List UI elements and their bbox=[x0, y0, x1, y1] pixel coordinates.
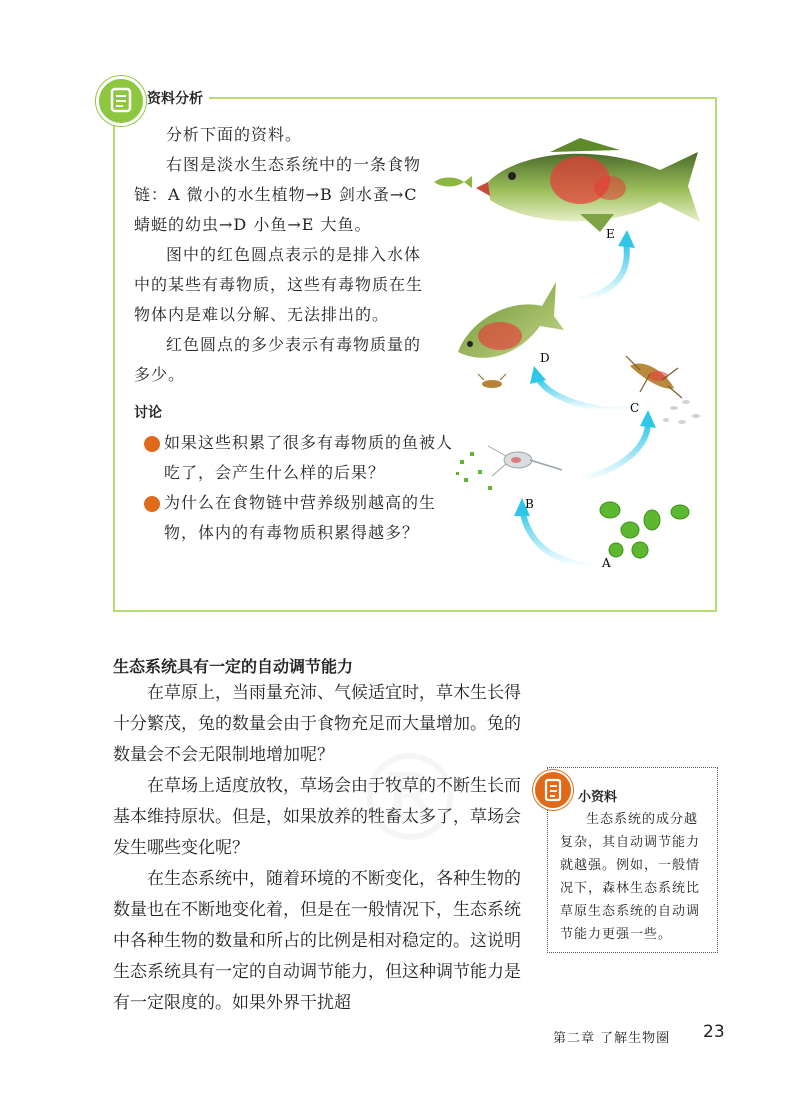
analysis-paragraph: 图中的红色圆点表示的是排入水体中的某些有毒物质，这些有毒物质在生物体内是难以分解、无法排出的。 bbox=[134, 245, 424, 324]
discussion-question bbox=[137, 428, 460, 488]
small-fish-d bbox=[458, 282, 564, 358]
body-paragraph: 在草原上，当雨量充沛、气候适宜时，草木生长得十分繁茂，兔的数量会由于食物充足而大量增加。兔的数量会不会无限制地增加呢？ bbox=[113, 683, 521, 765]
arrow-b-to-c bbox=[580, 422, 648, 480]
food-chain-illustration bbox=[430, 130, 720, 590]
notebook-icon bbox=[533, 770, 573, 810]
arrow-a-to-b bbox=[522, 510, 590, 566]
body-paragraph: 在生态系统中，随着环境的不断变化，各种生物的数量也在不断地变化着，但是在一般情况下，生态系统中各种生物的数量和所占的比例是相对稳定的。这说明生态系统具有一定的自动调节能力，但这种调节能力是有一定限度的。如果外界干扰超 bbox=[113, 869, 521, 1013]
analysis-paragraph: 分析下面的资料。 bbox=[166, 125, 303, 144]
question-text: 如果这些积累了很多有毒物质的鱼被人吃了，会产生什么样的后果？ bbox=[164, 433, 454, 482]
tip-title: 小资料 bbox=[578, 786, 621, 805]
page-number: 23 bbox=[703, 1022, 725, 1042]
tip-paragraph: 生态系统的成分越复杂，其自动调节能力就越强。例如，一般情况下，森林生态系统比草原生态系统的自动调节能力更强一些。 bbox=[560, 812, 701, 942]
discussion-question bbox=[137, 488, 460, 548]
label-c: C bbox=[630, 401, 640, 415]
prey-larva bbox=[478, 374, 506, 388]
analysis-text bbox=[134, 120, 430, 390]
dragonfly-larva-c bbox=[626, 356, 682, 398]
copepod-cluster bbox=[663, 400, 700, 424]
label-b: B bbox=[525, 497, 534, 511]
section-title: 生态系统具有一定的自动调节能力 bbox=[113, 657, 354, 676]
label-e: E bbox=[606, 227, 615, 241]
analysis-paragraph: 右图是淡水生态系统中的一条食物链：A 微小的水生植物→B 剑水蚤→C 蜻蜓的幼虫→D 小鱼→E 大鱼。 bbox=[134, 155, 422, 234]
small-prey-fish bbox=[434, 176, 472, 188]
label-d: D bbox=[540, 351, 550, 365]
label-a: A bbox=[602, 556, 611, 570]
tip-text bbox=[560, 808, 710, 946]
copepod-b bbox=[488, 446, 562, 476]
question-number: 1 bbox=[144, 436, 160, 452]
question-number: 2 bbox=[144, 496, 160, 512]
body-paragraph: 在草场上适度放牧，草场会由于牧草的不断生长而基本维持原状。但是，如果放养的牲畜太多了，草场会发生哪些变化呢？ bbox=[113, 776, 521, 858]
footer-chapter: 第二章 了解生物圈 bbox=[553, 1031, 671, 1046]
aquatic-plants-a bbox=[600, 502, 689, 558]
main-body-text bbox=[113, 678, 528, 1019]
big-fish-e bbox=[476, 138, 700, 232]
algae-particles bbox=[456, 452, 492, 490]
arrow-head bbox=[618, 230, 635, 248]
question-text: 为什么在食物链中营养级别越高的生物，体内的有毒物质积累得越多？ bbox=[164, 493, 437, 542]
discussion-title: 讨论 bbox=[134, 405, 162, 421]
arrow-head bbox=[640, 410, 656, 428]
document-icon bbox=[96, 76, 146, 126]
arrow-d-to-e bbox=[580, 242, 627, 300]
analysis-title: 资料分析 bbox=[147, 88, 209, 108]
arrow-c-to-d bbox=[538, 378, 640, 410]
analysis-paragraph: 红色圆点的多少表示有毒物质量的多少。 bbox=[134, 335, 422, 384]
